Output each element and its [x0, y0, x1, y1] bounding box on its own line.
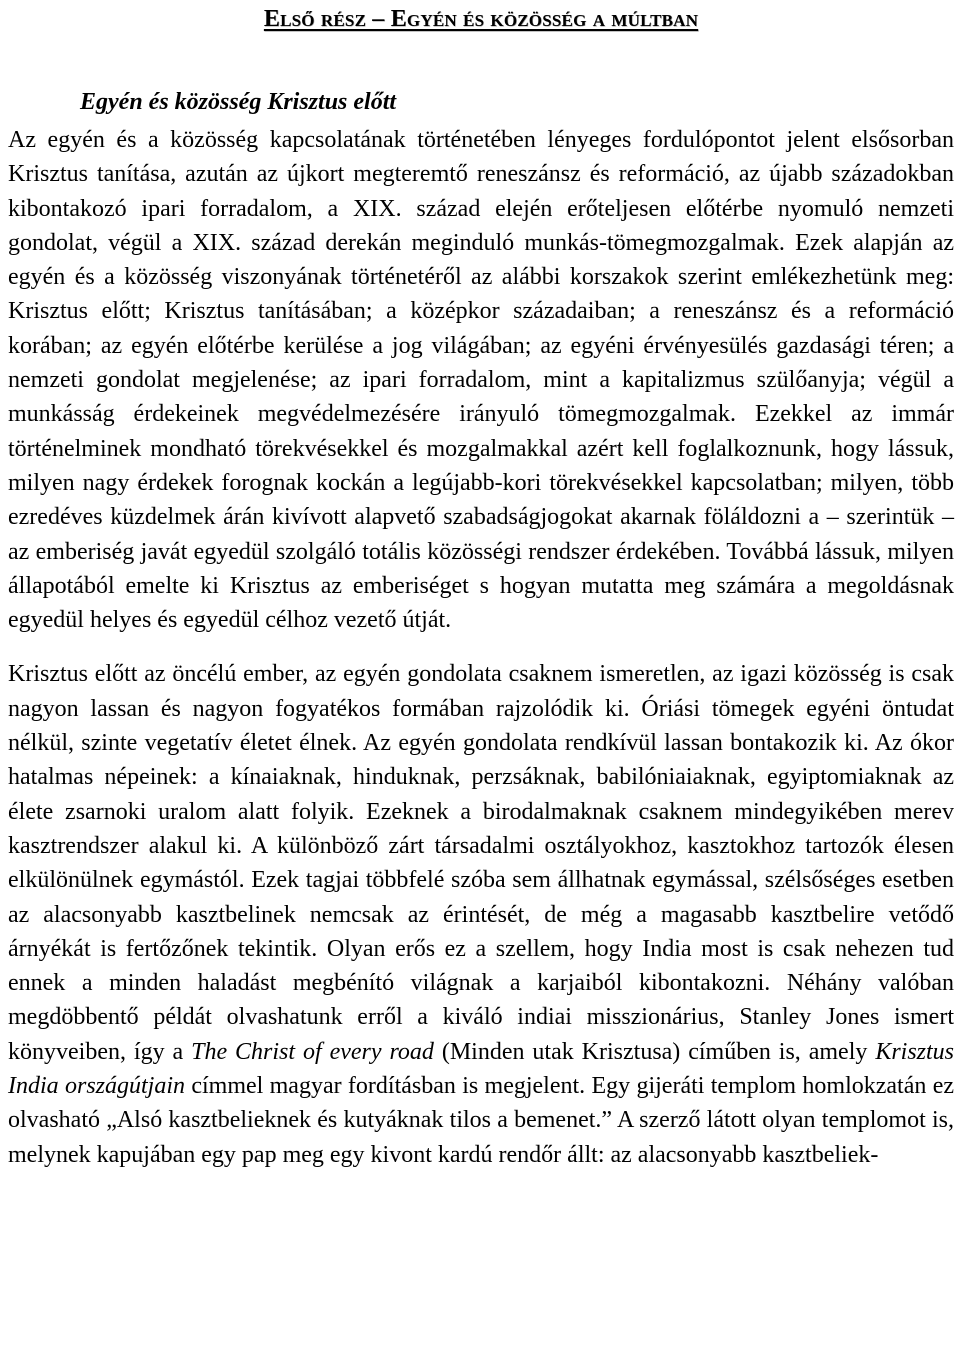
section-title: Egyén és közösség Krisztus előtt: [80, 89, 397, 115]
paragraph-1: Az egyén és a közösség kapcsolatának történetében lényeges fordulópontot jelent elsősorban Krisztus tanítása, azután az újkort megteremtő reneszánsz és reformáció, az újabb századokban kibontakozó ipari forradalom, a XIX. század elején erőteljesen előtérbe nyomuló nemzeti gondolat, végül a XIX. század derekán meginduló munkás-tömegmozgalmak. Ezek alapján az egyén és a közösség viszonyának történetéről az alábbi korszakok szerint emlékezhetünk meg: Krisztus előtt; Krisztus tanításában; a középkor századaiban; a reneszánsz és a reformáció korában; az egyén előtérbe kerülése a jog világában; az egyéni érvényesülés gazdasági téren; a nemzeti gondolat megjelenése; az ipari forradalom, mint a kapitalizmus szülőanyja; végül a munkásság érdekeinek megvédelmezésére irányuló tömegmozgalmak. Ezekkel az immár történelminek mondható törekvésekkel és mozgalmakkal azért kell foglalkoznunk, hogy lássuk, milyen nagy érdekek forognak kockán a legújabb-kori törekvésekkel kapcsolatban; milyen, több ezredéves küzdelmek árán kivívott alapvető szabadságjogokat akarnak föláldozni a – szerintük – az emberiség javát egyedül szolgáló totális közösségi rendszer érdekében. Továbbá lássuk, milyen állapotából emelte ki Krisztus az emberiséget s hogyan mutatta meg számára a megoldásnak egyedül helyes és egyedül célhoz vezető útját.: [8, 127, 954, 634]
chapter-title: Első rész – Egyén és közösség a múltban: [263, 6, 699, 32]
paragraph-2-text-c: címmel magyar fordításban is megjelent. Egy gijeráti templom homlokzatán ez olvasható „Alsó kasztbelieknek és kutyáknak tilos a bemenet.” A szerző látott olyan templomot is, melynek kapujában egy pap meg egy kivont kardú rendőr állt: az alacsonyabb kasztbeliek-: [8, 1073, 955, 1168]
paragraph-2: [8, 657, 954, 1171]
paragraph-2-text-a: Krisztus előtt az öncélú ember, az egyén gondolata csaknem ismeretlen, az igazi közösség is csak nagyon lassan és nagyon fogyatékos formában rajzolódik ki. Óriási tömegek egyéni öntudat nélkül, szinte vegetatív életet élnek. Az egyén gondolata rendkívül lassan bontakozik ki. Az ókor hatalmas népeinek: a kínaiaknak, hinduknak, perzsáknak, babilóniaiaknak, egyiptomiaknak az élete zsarnoki uralom alatt folyik. Ezeknek a birodalmaknak csaknem mindegyikében merev kasztrendszer alakul ki. A különböző zárt társadalmi osztályokhoz, kasztokhoz tartozók élesen elkülönülnek egymástól. Ezek tagjai többfelé szóba sem állhatnak egymással, szélsőséges esetben az alacsonyabb kasztbelinek nemcsak az érintését, de még a magasabb kasztbelire vetődő árnyékát is fertőzőnek tekintik. Olyan erős ez a szellem, hogy India most is csak nehezen tud ennek a minden haladást megbénító világnak a karjaiból kibontakozni. Néhány valóban megdöbbentő példát olvashatunk erről a kiváló indiai misszionárius, Stanley Jones ismert könyveiben, így a: [8, 661, 954, 1065]
paragraph-2-text-b: (Minden utak Krisztusa) címűben is, amely: [433, 1038, 876, 1065]
book-title-english: The Christ of every road: [191, 1038, 434, 1065]
book-title-hungarian: Krisztus India országútjain: [8, 1038, 955, 1100]
document-page: [8, 0, 954, 1172]
